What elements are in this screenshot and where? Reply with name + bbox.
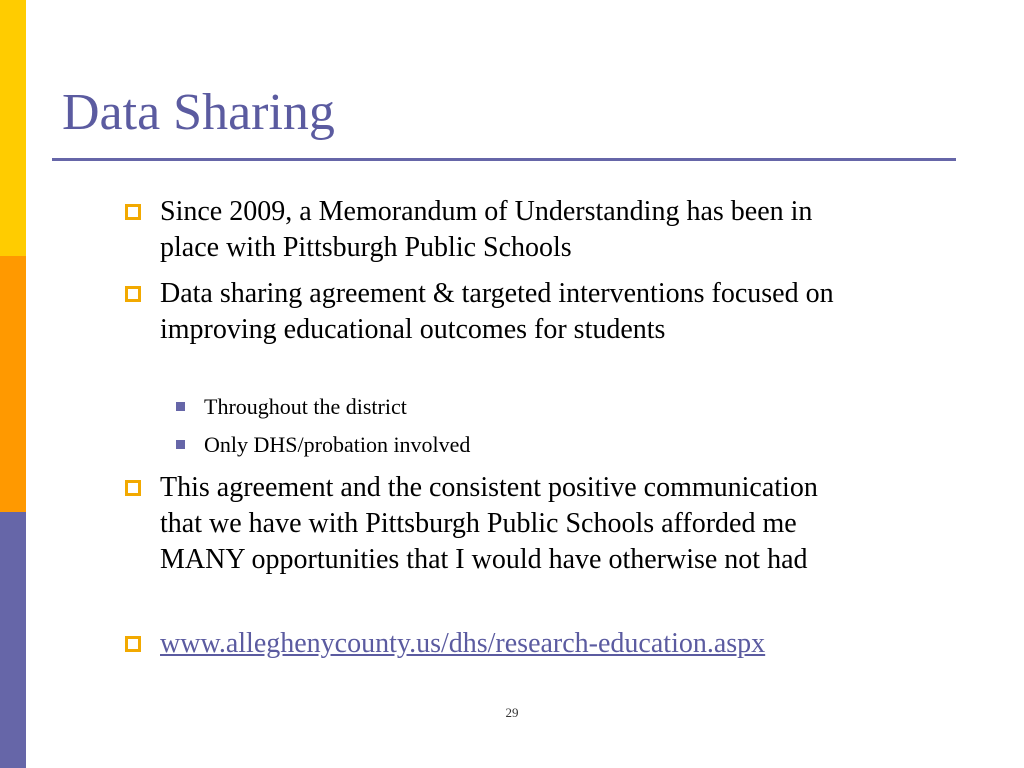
page-number: 29 bbox=[505, 705, 519, 720]
sub-bullet-square-icon bbox=[176, 440, 185, 449]
bullet-box-icon bbox=[125, 286, 141, 302]
sub-bullet-item: Only DHS/probation involved bbox=[204, 432, 471, 457]
bullet-item: Since 2009, a Memorandum of Understanding has been in place with Pittsburgh Public Schools bbox=[160, 196, 813, 263]
sub-bullet-square-icon bbox=[176, 402, 185, 411]
slide-title: Data Sharing bbox=[62, 84, 335, 141]
bullet-box-icon bbox=[125, 204, 141, 220]
bullet-box-icon bbox=[125, 636, 141, 652]
sub-bullet-item: Throughout the district bbox=[204, 394, 407, 419]
bullet-item-link-container bbox=[160, 626, 860, 662]
bullet-item: Data sharing agreement & targeted interventions focused on improving educational outcomes for students bbox=[160, 278, 834, 345]
bullet-box-icon bbox=[125, 480, 141, 496]
bullet-item: This agreement and the consistent positive communication that we have with Pittsburgh Public Schools afforded me MANY opportunities that I would have otherwise not had bbox=[160, 472, 818, 575]
research-education-link[interactable]: www.alleghenycounty.us/dhs/research-education.aspx bbox=[160, 628, 766, 659]
